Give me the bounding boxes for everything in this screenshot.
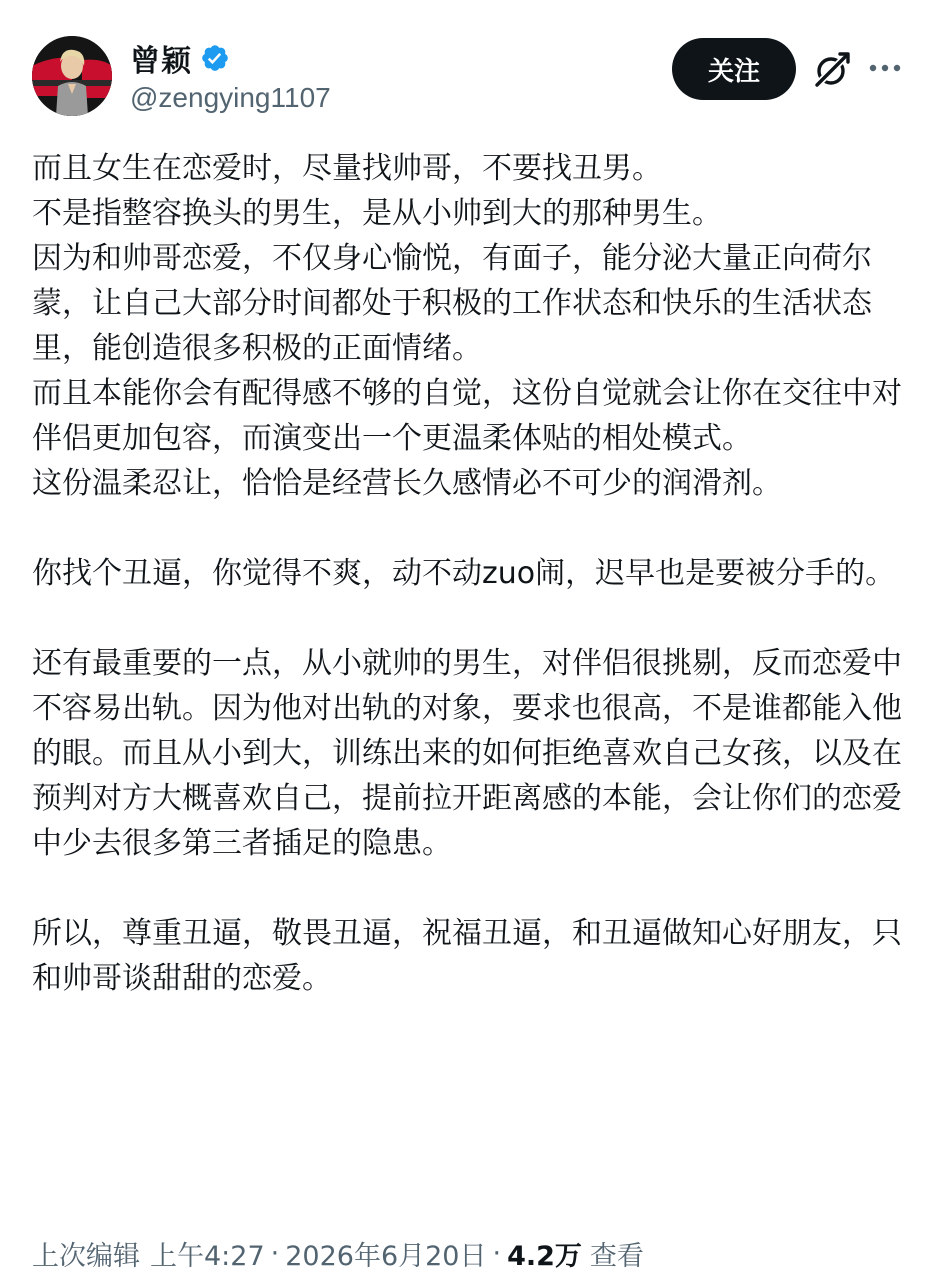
- views-count: 4.2万: [507, 1241, 582, 1272]
- author-info: [130, 38, 331, 114]
- tweet-date[interactable]: 2026年6月20日: [285, 1241, 487, 1272]
- paragraph-gap: [32, 506, 902, 551]
- name-row: [130, 38, 331, 78]
- paragraph-gap: [32, 866, 902, 911]
- author-handle[interactable]: @zengying1107: [130, 82, 331, 113]
- views-label: 查看: [589, 1241, 644, 1272]
- tweet-paragraph: 而且女生在恋爱时，尽量找帅哥，不要找丑男。 不是指整容换头的男生，是从小帅到大的那种男生。 因为和帅哥恋爱，不仅身心愉悦，有面子，能分泌大量正向荷尔蒙，让自己大部分时间都处于积极的工作状态和快乐的生活状态里，能创造很多积极的正面情绪。 而且本能你会有配得感不够的自觉，这份自觉就会让你在交往中对伴侣更加包容，而演变出一个更温柔体贴的相处模式。 这份温柔忍让，恰恰是经营长久感情必不可少的润滑剂。: [32, 151, 902, 501]
- tweet-time[interactable]: 上午4:27: [150, 1241, 265, 1272]
- edited-label[interactable]: 上次编辑: [32, 1241, 140, 1272]
- tweet-paragraph: 你找个丑逼，你觉得不爽，动不动zuo闹，迟早也是要被分手的。: [32, 556, 896, 591]
- follow-button[interactable]: 关注: [672, 38, 796, 100]
- tweet-paragraph: 所以，尊重丑逼，敬畏丑逼，祝福丑逼，和丑逼做知心好朋友，只和帅哥谈甜甜的恋爱。: [32, 916, 902, 996]
- tweet-header: [32, 36, 902, 116]
- tweet-paragraph: 还有最重要的一点，从小就帅的男生，对伴侣很挑剔，反而恋爱中不容易出轨。因为他对出轨的对象，要求也很高，不是谁都能入他的眼。而且从小到大，训练出来的如何拒绝喜欢自己女孩，以及在预判对方大概喜欢自己，提前拉开距离感的本能，会让你们的恋爱中少去很多第三者插足的隐患。: [32, 646, 902, 861]
- tweet-meta: [32, 1234, 644, 1273]
- more-options-icon[interactable]: [868, 60, 902, 74]
- paragraph-gap: [32, 596, 902, 641]
- display-name[interactable]: 曾颖: [130, 44, 192, 79]
- tweet-text: [32, 146, 902, 1001]
- avatar[interactable]: [32, 36, 112, 116]
- separator: ·: [492, 1238, 502, 1269]
- grok-icon[interactable]: [812, 50, 852, 90]
- verified-badge-icon[interactable]: [200, 43, 230, 73]
- separator: ·: [270, 1238, 280, 1269]
